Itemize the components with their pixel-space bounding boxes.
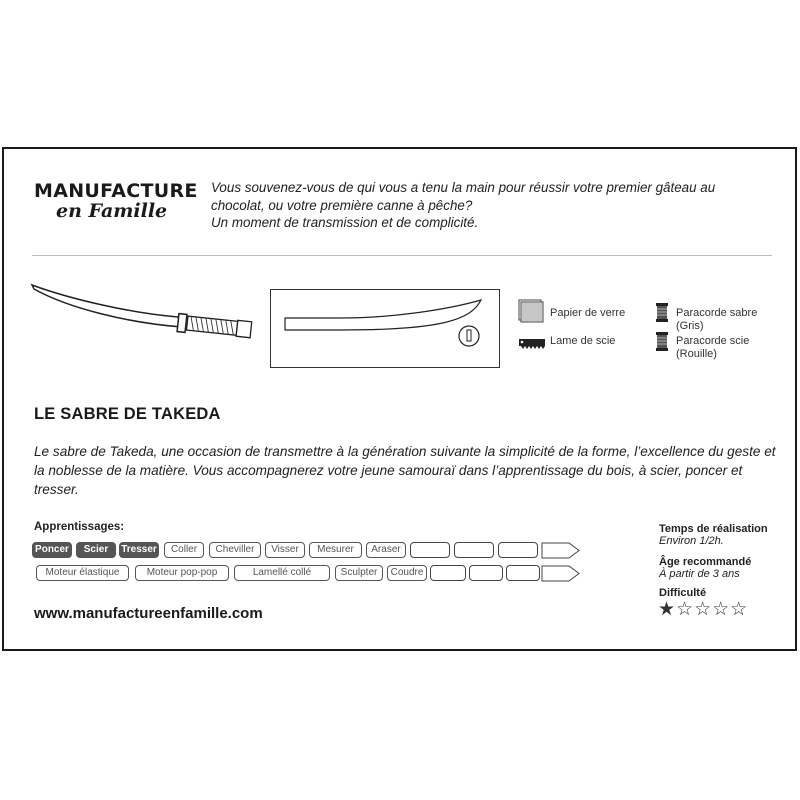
skill-pill-scier: Scier bbox=[76, 542, 116, 558]
product-description: Le sabre de Takeda, une occasion de transmettre à la génération suivante la simplicité de la forme, l’excellence du geste et la noblesse de la matière. Vous accompagnerez votre jeune samouraï dans l’apprentissage du bois, à scier, poncer et tresser. bbox=[34, 444, 776, 497]
material-saw-blade: Lame de scie bbox=[550, 335, 616, 347]
material-sandpaper: Papier de verre bbox=[550, 307, 626, 319]
kit-board-drawing bbox=[271, 290, 498, 366]
skill-pill-coudre: Coudre bbox=[387, 565, 427, 581]
kit-board-illustration bbox=[270, 289, 500, 368]
skill-pill-sculpter: Sculpter bbox=[335, 565, 383, 581]
skill-pill-empty bbox=[410, 542, 450, 558]
skill-pill-araser: Araser bbox=[366, 542, 406, 558]
skill-arrow-shape bbox=[541, 542, 581, 559]
skill-pill-moteur-pop-pop: Moteur pop-pop bbox=[135, 565, 229, 581]
material-paracord-saw-line1: Paracorde scie bbox=[676, 335, 750, 347]
material-paracord-sabre bbox=[676, 307, 757, 333]
skill-pill-coller: Coller bbox=[164, 542, 204, 558]
skill-pill-empty bbox=[430, 565, 466, 581]
material-paracord-sabre-line1: Paracorde sabre bbox=[676, 307, 758, 319]
material-paracord-saw-line2: (Rouille) bbox=[676, 348, 717, 360]
difficulty-stars: ★☆☆☆☆ bbox=[658, 599, 749, 620]
divider bbox=[32, 255, 772, 256]
website-link[interactable]: www.manufactureenfamille.com bbox=[34, 605, 263, 622]
difficulty-info bbox=[659, 587, 706, 599]
spool-icon bbox=[654, 302, 670, 324]
skill-pill-empty bbox=[498, 542, 538, 558]
skill-pill-tresser: Tresser bbox=[119, 542, 159, 558]
time-info bbox=[659, 523, 768, 547]
material-paracord-sabre-line2: (Gris) bbox=[676, 320, 704, 332]
product-title: LE SABRE DE TAKEDA bbox=[34, 405, 221, 423]
age-label: Âge recommandé bbox=[659, 556, 752, 568]
skill-pill-empty bbox=[454, 542, 494, 558]
brand-logo-line1: MANUFACTURE bbox=[34, 180, 198, 202]
intro-text bbox=[211, 179, 771, 232]
intro-line-3: Un moment de transmission et de complicité. bbox=[211, 215, 479, 230]
material-paracord-saw bbox=[676, 335, 749, 361]
age-info bbox=[659, 556, 751, 580]
skill-arrow-shape bbox=[541, 565, 581, 582]
skill-pill-empty bbox=[469, 565, 503, 581]
skill-pill-lamelle-colle: Lamellé collé bbox=[234, 565, 330, 581]
skill-pill-empty bbox=[506, 565, 540, 581]
difficulty-label: Difficulté bbox=[659, 587, 707, 599]
product-card bbox=[2, 147, 797, 651]
skill-pill-visser: Visser bbox=[265, 542, 305, 558]
brand-logo-line2: en Famille bbox=[56, 200, 168, 222]
skill-pill-cheviller: Cheviller bbox=[209, 542, 261, 558]
time-value: Environ 1/2h. bbox=[659, 535, 724, 547]
age-value: À partir de 3 ans bbox=[659, 568, 740, 580]
saw-blade-icon bbox=[518, 336, 546, 350]
intro-line-1: Vous souvenez-vous de qui vous a tenu la main pour réussir votre premier gâteau au bbox=[211, 180, 716, 195]
skill-pill-poncer: Poncer bbox=[32, 542, 72, 558]
skill-pill-mesurer: Mesurer bbox=[309, 542, 362, 558]
brand-logo bbox=[34, 180, 198, 231]
intro-line-2: chocolat, ou votre première canne à pêche? bbox=[211, 197, 473, 213]
time-label: Temps de réalisation bbox=[659, 523, 768, 535]
spool-icon bbox=[654, 331, 670, 353]
skills-label: Apprentissages: bbox=[34, 521, 125, 533]
skill-pill-moteur-elastique: Moteur élastique bbox=[36, 565, 129, 581]
sandpaper-icon bbox=[518, 299, 544, 323]
sword-illustration bbox=[30, 279, 255, 359]
